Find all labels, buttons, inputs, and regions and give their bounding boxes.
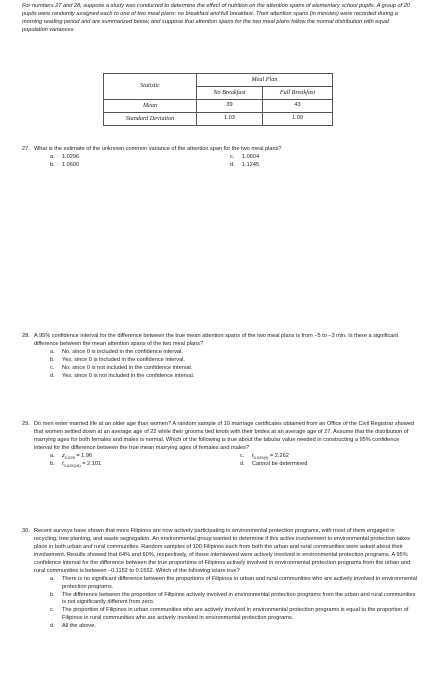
question-text: Recent surveys have shown that more Filipinos are now actively participating in environmental protection programs, with most of them engaged in recycling, tree planting, and waste segregation. An environmental group wanted to determine if this active involvement to environmental protection takes place in both urban and rural communities. Random samples of 100 Filipinos each from both the urban and rural communities were asked about their involvement. Results showed that 64% and 60%, respectively, of those interviewed were actively involved in environmental protection programs. A 95% confidence interval for the difference between the true proportions of Filipinos actively involved in environmental protection programs from the urban and rural communities is between –0.1152 to 0.1552. Which of the following is/are true?	[34, 528, 411, 574]
statistic-header: Statistic	[104, 74, 197, 100]
cell-value: 1.03	[197, 113, 263, 126]
meal-plan-header: Meal Plan	[197, 74, 333, 87]
row-label: Standard Deviation	[104, 113, 197, 126]
question-number: 30.	[22, 528, 30, 534]
question-text: What is the estimate of the unknown common variance of the attention span for the two meal plans?	[34, 146, 282, 152]
question-number: 28.	[22, 333, 30, 339]
option-d: d. All the above.	[50, 623, 96, 630]
cell-value: 39	[197, 100, 263, 113]
option-b: b. 1.0600	[50, 161, 80, 168]
option-d: d. Yes, since 0 is not included in the confidence interval.	[50, 372, 195, 379]
question-number: 29.	[22, 421, 30, 427]
statistics-table	[103, 73, 333, 126]
option-a: a. 1.0296	[50, 153, 80, 160]
option-b: b. Yes, since 0 is included in the confidence interval.	[50, 356, 185, 363]
cell-value: 1.09	[263, 113, 333, 126]
table-row	[104, 113, 333, 126]
option-d: d. Cannot be determined	[240, 460, 308, 467]
intro-paragraph: For numbers 27 and 28, suppose a study was conducted to determine the effect of nutrition on the attention spans of elementary school pupils. A group of 20 pupils were randomly assigned each to one of two meal plans: no breakfast and full breakfast. Their attention spans (in minutes) were recorded during a morning reading period and are summarized below, and suppose that attention spans for the two meal plans follow the normal distribution with equal population variances:	[22, 3, 410, 34]
question-29	[22, 421, 418, 469]
option-c: c. The proportion of Filipinos in urban communities who are actively involved in environmental protection programs is equal to the proportion of Filipinos in rural communities who are actively involved in environmental protection programs.	[50, 607, 409, 622]
option-b: b. $t_{0.025(18)} = 2.101$	[50, 460, 102, 468]
question-28	[22, 333, 418, 381]
cell-value: 43	[263, 100, 333, 113]
option-d: d. 1.1245	[230, 161, 260, 168]
question-number: 27.	[22, 146, 30, 152]
no-breakfast-header: No Breakfast	[197, 87, 263, 100]
option-c: c. 1.0604	[230, 153, 260, 160]
row-label: Mean	[104, 100, 197, 113]
full-breakfast-header: Full Breakfast	[263, 87, 333, 100]
question-text: Do men enter married life at an older age than women? A random sample of 10 marriage certificates obtained from an Office of the Civil Registrar showed that women settled down at an average age of 22 while their grooms tied knots with their brides at an average age of 27. Assume that the distribution of marrying ages for both females and males is normal. Which of the following is true about the tabular value needed in constructing a 95% confidence interval for the difference between the true mean marrying ages of females and males?	[34, 421, 415, 451]
option-c: c. No, since 0 is not included in the confidence interval.	[50, 364, 193, 371]
option-a: a. No, since 0 is included in the confidence interval.	[50, 348, 183, 355]
question-30	[22, 528, 418, 631]
option-a: a. There is no significant difference between the proportions of Filipinos in urban and rural communities who are actively involved in environmental protection programs.	[50, 575, 417, 590]
table-row	[104, 100, 333, 113]
question-text: A 95% confidence interval for the difference between the true mean attention spans of the two meal plans is from –5 to –3 min. Is there a significant difference between the mean attention spans of the two meal plans?	[34, 333, 399, 347]
option-b: b. The difference between the proportion of Filipinos actively involved in environmental protection programs from the urban and rural communities is not significantly different from zero.	[50, 591, 416, 606]
option-a: a. $z_{0.025} = 1.96$	[50, 452, 93, 460]
option-c: c. $t_{0.025(9)} = 2.262$	[240, 452, 289, 460]
question-27	[22, 146, 418, 170]
